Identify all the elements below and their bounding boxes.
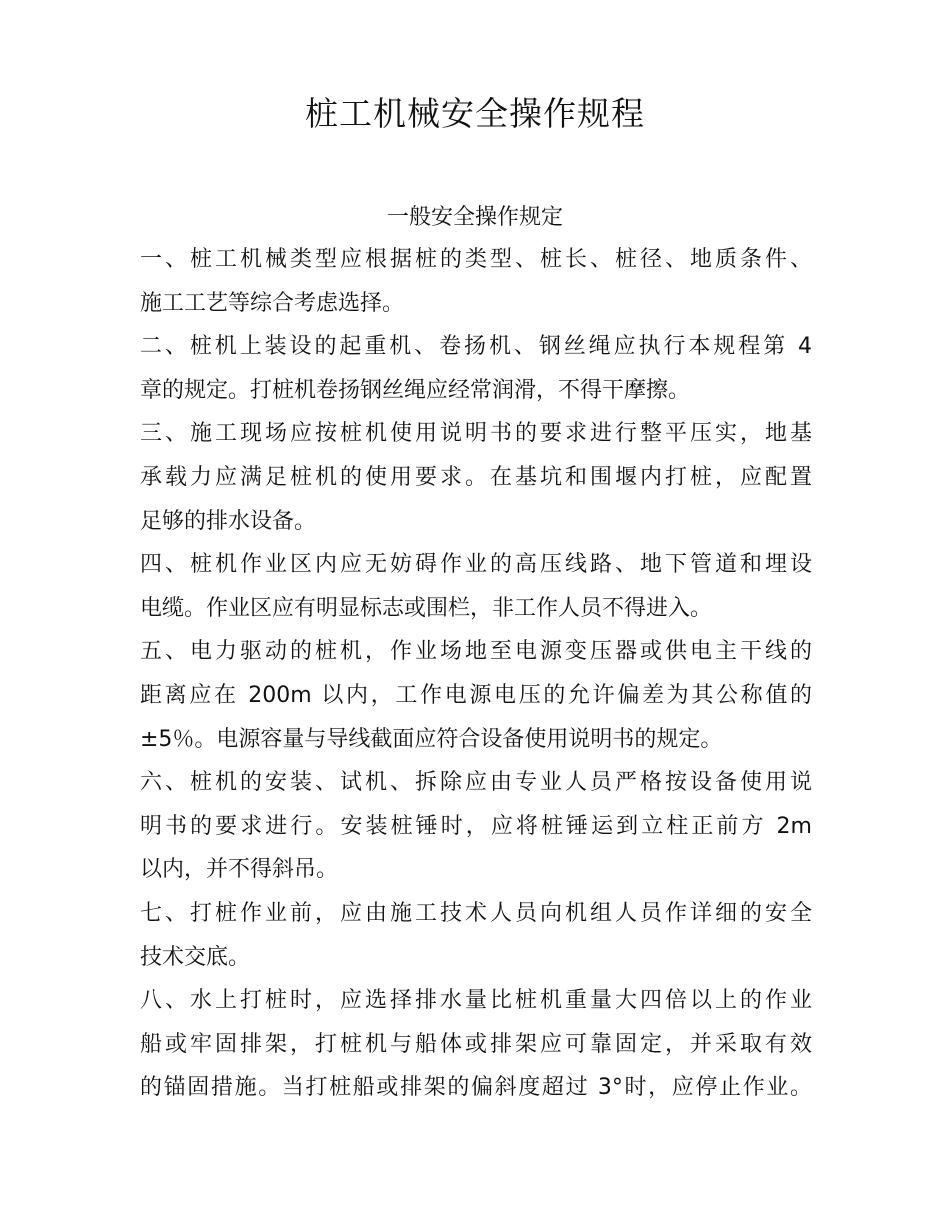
text-line: 五、电力驱动的桩机，作业场地至电源变压器或供电主干线的 xyxy=(140,639,812,665)
paragraph-6 xyxy=(140,761,812,892)
paragraph-1 xyxy=(140,238,812,325)
paragraph-4 xyxy=(140,543,812,630)
paragraph-2 xyxy=(140,325,812,412)
text-line: 三、施工现场应按桩机使用说明书的要求进行整平压实，地基 xyxy=(140,421,812,447)
text-line: 明书的要求进行。安装桩锤时，应将桩锤运到立柱正前方 2m xyxy=(140,813,812,839)
text-line: 四、桩机作业区内应无妨碍作业的高压线路、地下管道和埋设 xyxy=(140,552,812,578)
text-line: 距离应在 200m 以内，工作电源电压的允许偏差为其公称值的 xyxy=(140,682,812,708)
text-line: 章的规定。打桩机卷扬钢丝绳应经常润滑，不得干摩擦。 xyxy=(140,377,691,403)
section-heading: 一般安全操作规定 xyxy=(386,205,563,230)
text-line: 八、水上打桩时，应选择排水量比桩机重量大四倍以上的作业 xyxy=(140,988,812,1014)
paragraph-7 xyxy=(140,892,812,979)
paragraph-3 xyxy=(140,412,812,543)
paragraph-5 xyxy=(140,630,812,761)
text-line: 的锚固措施。当打桩船或排架的偏斜度超过 3°时，应停止作业。 xyxy=(140,1075,812,1101)
text-line: 六、桩机的安装、试机、拆除应由专业人员严格按设备使用说 xyxy=(140,770,812,796)
text-line: ±5％。电源容量与导线截面应符合设备使用说明书的规定。 xyxy=(140,726,723,752)
text-line: 技术交底。 xyxy=(140,944,251,970)
text-line: 一、桩工机械类型应根据桩的类型、桩长、桩径、地质条件、 xyxy=(140,247,812,272)
paragraph-8 xyxy=(140,979,812,1110)
text-line: 承载力应满足桩机的使用要求。在基坑和围堰内打桩，应配置 xyxy=(140,464,812,490)
document-body xyxy=(140,238,812,1110)
text-line: 施工工艺等综合考虑选择。 xyxy=(140,290,405,316)
text-line: 以内，并不得斜吊。 xyxy=(140,857,339,883)
text-line: 足够的排水设备。 xyxy=(140,508,317,534)
text-line: 电缆。作业区应有明显标志或围栏，非工作人员不得进入。 xyxy=(140,595,713,621)
text-line: 二、桩机上装设的起重机、卷扬机、钢丝绳应执行本规程第 4 xyxy=(140,334,812,360)
document-title: 桩工机械安全操作规程 xyxy=(305,94,645,133)
text-line: 船或牢固排架，打桩机与船体或排架应可靠固定，并采取有效 xyxy=(140,1031,812,1057)
text-line: 七、打桩作业前，应由施工技术人员向机组人员作详细的安全 xyxy=(140,900,812,926)
